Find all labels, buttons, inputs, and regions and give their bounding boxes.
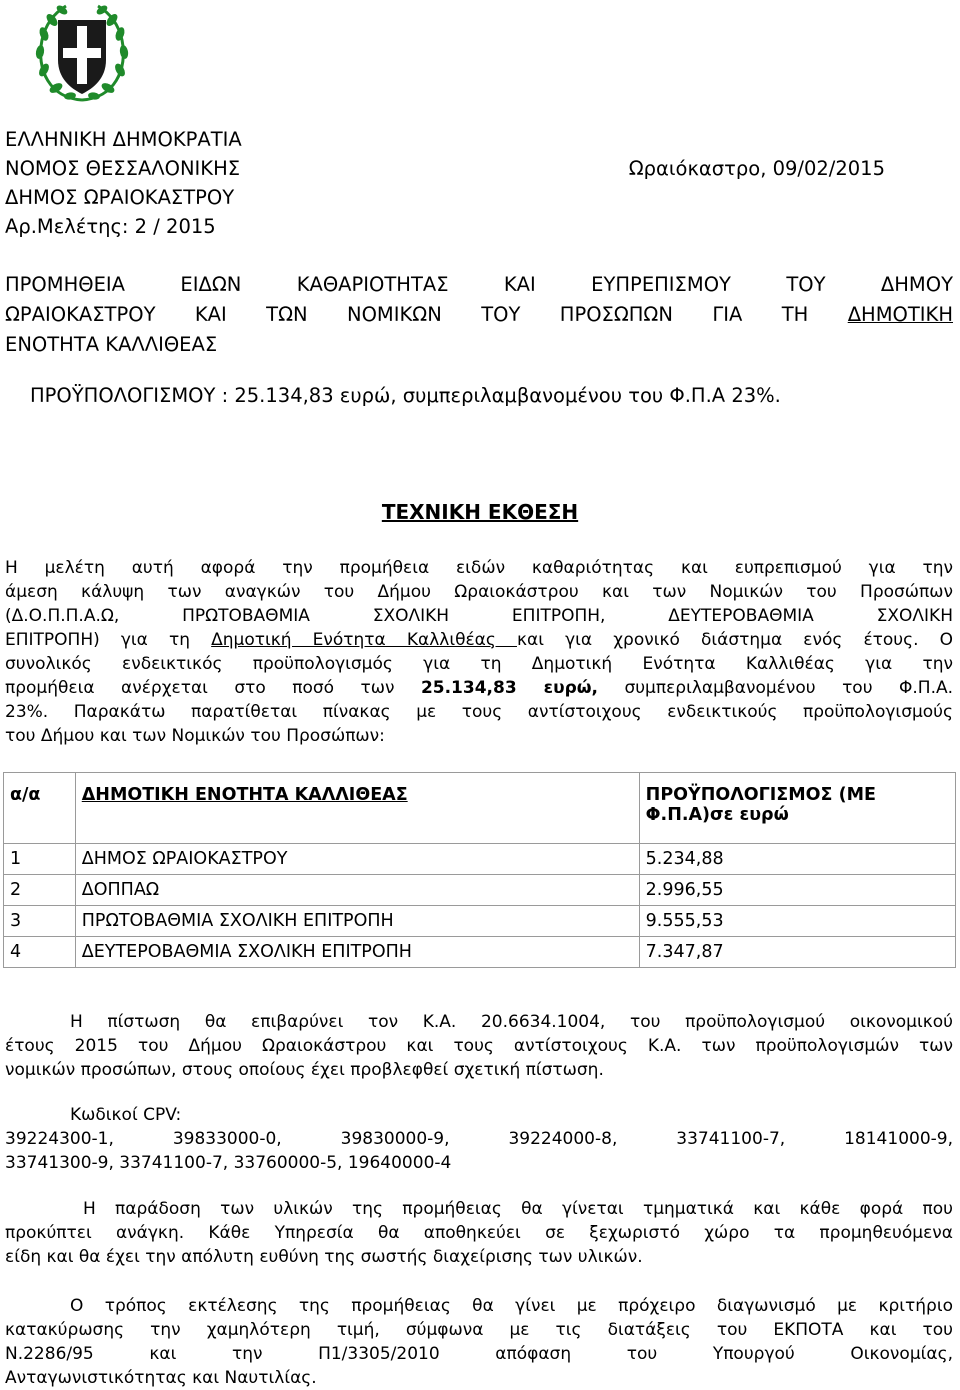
table-cell: 7.347,87	[639, 937, 955, 968]
procedure-paragraph	[5, 1294, 953, 1390]
intro-underlined-text: Δημοτική Ενότητα Καλλιθέας	[211, 630, 517, 650]
cpv-label: Κωδικοί CPV:	[70, 1105, 182, 1125]
intro-line: 23%. Παρακάτω παρατίθεται πίνακας με τους αντίστοιχους ενδεικτικούς προϋπολογισμούς	[5, 702, 953, 722]
intro-line	[5, 628, 953, 652]
subject-line-2-text: ΩΡΑΙΟΚΑΣΤΡΟΥ ΚΑΙ ΤΩΝ ΝΟΜΙΚΩΝ ΤΟΥ ΠΡΟΣΩΠΩΝ ΓΙΑ ΤΗ	[5, 303, 848, 326]
procedure-line: κατακύρωσης την χαμηλότερη τιμή, σύμφωνα με τις διατάξεις του ΕΚΠΟΤΑ και του	[5, 1320, 953, 1340]
procedure-line: Ο τρόπος εκτέλεσης της προμήθειας θα γίνει με πρόχειρο διαγωνισμό με κριτήριο	[70, 1296, 953, 1316]
procedure-line: Ανταγωνιστικότητας και Ναυτιλίας.	[5, 1368, 317, 1388]
intro-line	[5, 676, 953, 700]
table-cell: ΠΡΩΤΟΒΑΘΜΙΑ ΣΧΟΛΙΚΗ ΕΠΙΤΡΟΠΗ	[75, 906, 639, 937]
intro-text: ΕΠΙΤΡΟΠΗ) για τη	[5, 630, 212, 650]
intro-text: και για χρονικό διάστημα ενός έτους. Ο	[516, 630, 953, 650]
table-header-cell: ΠΡΟΫΠΟΛΟΓΙΣΜΟΣ (ΜΕ Φ.Π.Α)σε ευρώ	[639, 773, 955, 844]
procedure-line: Ν.2286/95 και την Π1/3305/2010 απόφαση του Υπουργού Οικονομίας,	[5, 1344, 953, 1364]
table-cell: ΔΟΠΠΑΩ	[75, 875, 639, 906]
intro-text: προμήθεια ανέρχεται στο ποσό των	[5, 678, 421, 698]
subject-line-1: ΠΡΟΜΗΘΕΙΑ ΕΙΔΩΝ ΚΑΘΑΡΙΟΤΗΤΑΣ ΚΑΙ ΕΥΠΡΕΠΙΣΜΟΥ ΤΟΥ ΔΗΜΟΥ	[5, 273, 953, 296]
delivery-line: προκύπτει ανάγκη. Κάθε Υπηρεσία θα αποθηκεύει σε ξεχωριστό χώρο τα προμηθευόμενα	[5, 1223, 953, 1243]
table-cell: ΔΕΥΤΕΡΟΒΑΘΜΙΑ ΣΧΟΛΙΚΗ ΕΠΙΤΡΟΠΗ	[75, 937, 639, 968]
credit-line: έτους 2015 του Δήμου Ωραιοκάστρου και τους αντίστοιχους Κ.Α. των προϋπολογισμών των	[5, 1036, 953, 1056]
intro-line: Η μελέτη αυτή αφορά την προμήθεια ειδών καθαριότητας και ευπρεπισμού για την	[5, 558, 953, 578]
table-row	[4, 875, 956, 906]
table-cell: 9.555,53	[639, 906, 955, 937]
table-header-cell: α/α	[4, 773, 76, 844]
intro-bold-amount: 25.134,83 ευρώ,	[420, 678, 598, 698]
table-row	[4, 906, 956, 937]
delivery-line: Η παράδοση των υλικών της προμήθειας θα γίνεται τμηματικά και κάθε φορά που	[83, 1199, 953, 1219]
credit-line: νομικών προσώπων, στους οποίους έχει προβλεφθεί σχετική πίστωση.	[5, 1060, 604, 1080]
header-study-number: Αρ.Μελέτης: 2 / 2015	[5, 215, 216, 238]
budget-table	[3, 772, 956, 968]
delivery-line: είδη και θα έχει την απόλυτη ευθύνη της σωστής διαχείρισης των υλικών.	[5, 1247, 643, 1267]
table-cell: 2.996,55	[639, 875, 955, 906]
intro-line: (Δ.Ο.Π.Π.Α.Ω, ΠΡΩΤΟΒΑΘΜΙΑ ΣΧΟΛΙΚΗ ΕΠΙΤΡΟΠΗ, ΔΕΥΤΕΡΟΒΑΘΜΙΑ ΣΧΟΛΙΚΗ	[5, 606, 953, 626]
intro-line: συνολικός ενδεικτικός προϋπολογισμός για τη Δημοτική Ενότητα Καλλιθέας για την	[5, 654, 953, 674]
table-cell: ΔΗΜΟΣ ΩΡΑΙΟΚΑΣΤΡΟΥ	[75, 844, 639, 875]
header-municipality: ΔΗΜΟΣ ΩΡΑΙΟΚΑΣΤΡΟΥ	[5, 186, 235, 209]
intro-line: του Δήμου και των Νομικών του Προσώπων:	[5, 726, 385, 746]
table-row	[4, 937, 956, 968]
table-header-cell	[75, 773, 639, 844]
header-country: ΕΛΛΗΝΙΚΗ ΔΗΜΟΚΡΑΤΙΑ	[5, 128, 242, 151]
document-date: Ωραιόκαστρο, 09/02/2015	[628, 157, 885, 180]
section-title: ΤΕΧΝΙΚΗ ΕΚΘΕΣΗ	[381, 500, 579, 524]
greek-coat-of-arms-emblem	[30, 0, 134, 108]
table-cell: 5.234,88	[639, 844, 955, 875]
intro-paragraph	[5, 556, 953, 748]
table-header-row	[4, 773, 956, 844]
subject-line-2	[5, 300, 953, 330]
subject-line-3: ΕΝΟΤΗΤΑ ΚΑΛΛΙΘΕΑΣ	[5, 333, 218, 356]
table-cell: 1	[4, 844, 76, 875]
table-cell: 4	[4, 937, 76, 968]
credit-paragraph	[5, 1010, 953, 1082]
delivery-paragraph	[5, 1197, 953, 1269]
header-prefecture: ΝΟΜΟΣ ΘΕΣΣΑΛΟΝΙΚΗΣ	[5, 157, 241, 180]
budget-statement: ΠΡΟΫΠΟΛΟΓΙΣΜΟΥ : 25.134,83 ευρώ, συμπεριλαμβανομένου του Φ.Π.Α 23%.	[30, 384, 781, 407]
cpv-codes-line: 39224300-1, 39833000-0, 39830000-9, 39224000-8, 33741100-7, 18141000-9,	[5, 1129, 953, 1149]
cpv-codes-line: 33741300-9, 33741100-7, 33760000-5, 19640000-4	[5, 1153, 452, 1173]
credit-line: Η πίστωση θα επιβαρύνει τον Κ.Α. 20.6634.1004, του προϋπολογισμού οικονομικού	[70, 1012, 953, 1032]
table-cell: 3	[4, 906, 76, 937]
document-subject	[5, 270, 953, 360]
table-row	[4, 844, 956, 875]
subject-line-2-underlined: ΔΗΜΟΤΙΚΗ	[847, 303, 953, 326]
cpv-section	[5, 1103, 953, 1175]
intro-text: συμπεριλαμβανομένου του Φ.Π.Α.	[597, 678, 953, 698]
table-header-text: ΔΗΜΟΤΙΚΗ ΕΝΟΤΗΤΑ ΚΑΛΛΙΘΕΑΣ	[81, 785, 408, 805]
intro-line: άμεση κάλυψη των αναγκών του Δήμου Ωραιοκάστρου και των Νομικών του Προσώπων	[5, 582, 953, 602]
table-cell: 2	[4, 875, 76, 906]
